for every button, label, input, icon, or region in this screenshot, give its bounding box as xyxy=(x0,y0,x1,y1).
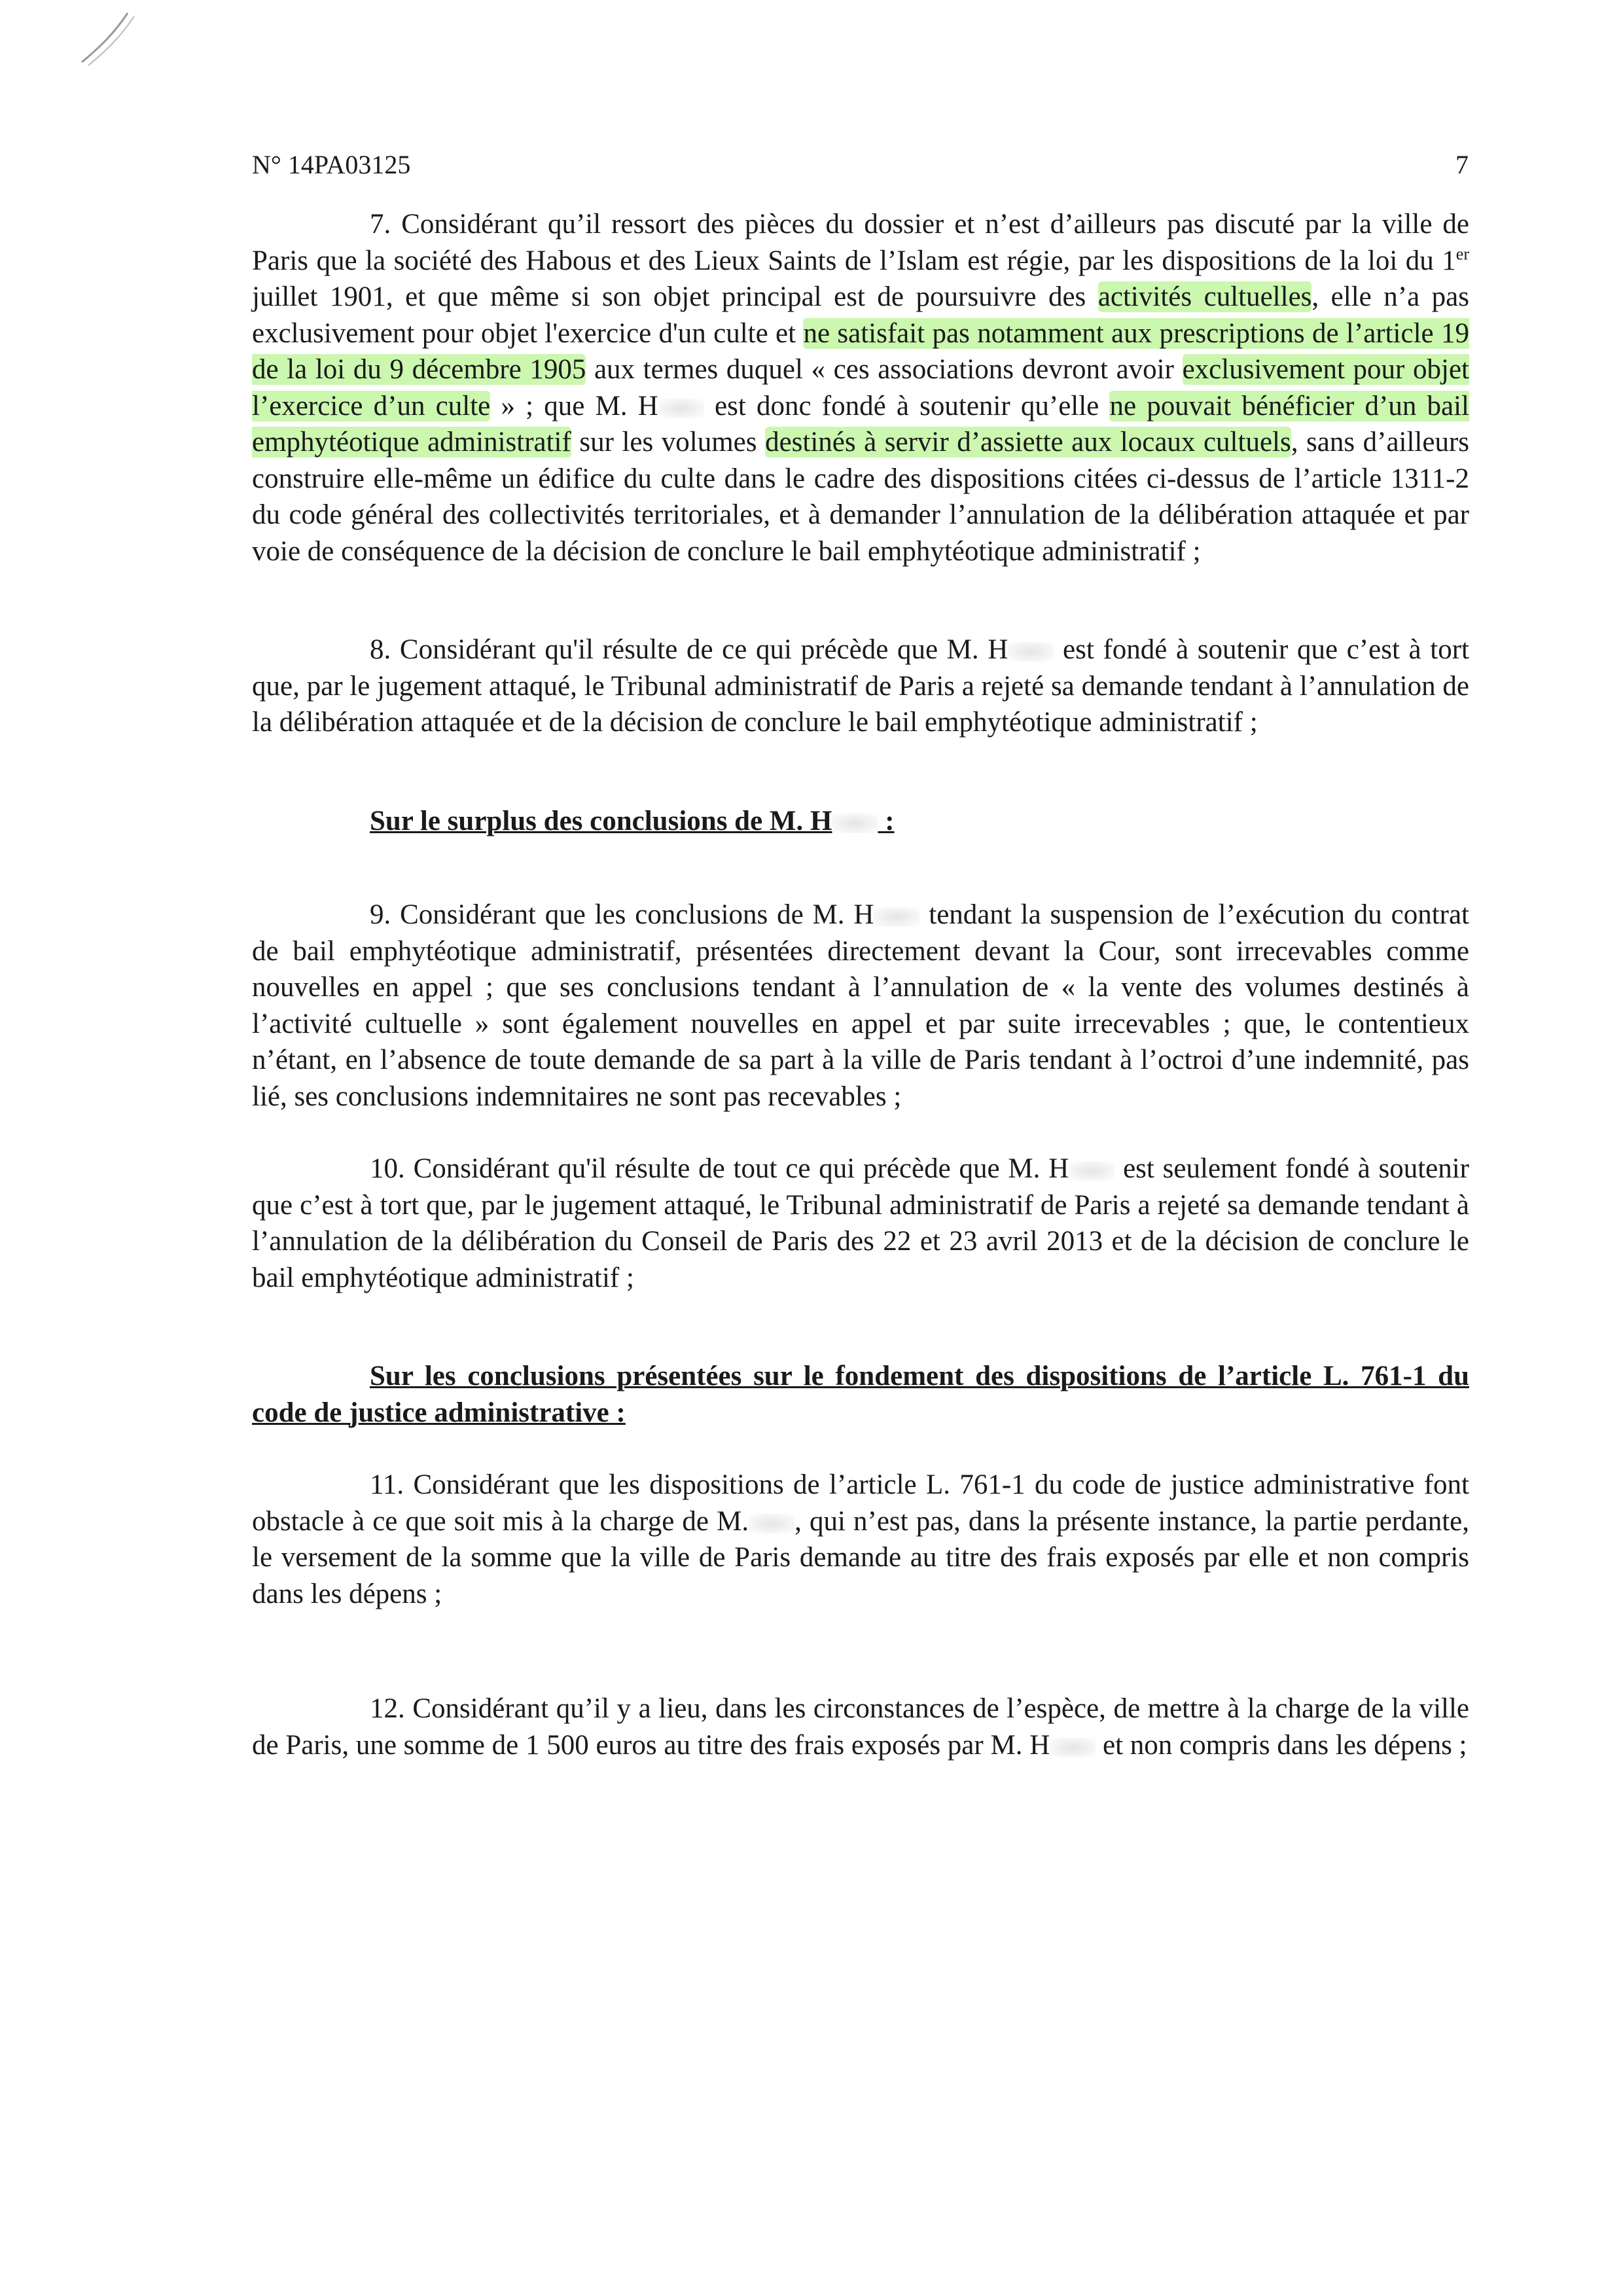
redacted-name xyxy=(832,814,878,833)
redacted-name xyxy=(658,399,704,418)
section-heading-article-l761: Sur les conclusions présentées sur le fondement des dispositions de l’article L. 761-1 du code de justice administrative : xyxy=(252,1361,1469,1428)
highlighted-text: exclusivement pour objet l’exercice d’un culte xyxy=(252,354,1469,422)
highlighted-text: ne satisfait pas notamment aux prescriptions de l’article 19 de la loi du 9 décembre 1905 xyxy=(252,317,1469,385)
highlighted-text: activités cultuelles xyxy=(1097,281,1312,312)
page-header xyxy=(252,149,1469,188)
paragraph-7: 7. Considérant qu’il ressort des pièces du dossier et n’est d’ailleurs pas discuté par la ville de Paris que la société des Habous et des Lieux Saints de l’Islam est régie, par les dispositions de la loi du 1er juillet 1901, et que même si son objet principal est de poursuivre des activités cultuelles, elle n’a pas exclusivement pour objet l'exercice d'un culte et ne satisfait pas notamment aux prescriptions de l’article 19 de la loi du 9 décembre 1905 aux termes duquel « ces associations devront avoir exclusivement pour objet l’exercice d’un culte » ; que M. H est donc fondé à soutenir qu’elle ne pouvait bénéficier d’un bail emphytéotique administratif sur les volumes destinés à servir d’assiette aux locaux cultuels, sans d’ailleurs construire elle-même un édifice du culte dans le cadre des dispositions citées ci-dessus de l’article 1311-2 du code général des collectivités territoriales, et à demander l’annulation de la délibération attaquée et par voie de conséquence de la décision de conclure le bail emphytéotique administratif ; xyxy=(252,209,1470,567)
redacted-name xyxy=(1050,1738,1096,1757)
redacted-name xyxy=(1069,1161,1115,1181)
paragraph-8: 8. Considérant qu'il résulte de ce qui précède que M. H est fondé à soutenir que c’est à tort que, par le jugement attaqué, le Tribunal administratif de Paris a rejeté sa demande tendant à l’annulation de la délibération attaquée et de la décision de conclure le bail emphytéotique administratif ; xyxy=(252,634,1470,738)
highlighted-text: destinés à servir d’assiette aux locaux cultuels xyxy=(765,427,1291,457)
redacted-name xyxy=(1008,642,1054,662)
paragraph-9: 9. Considérant que les conclusions de M. H tendant la suspension de l’exécution du contrat de bail emphytéotique administratif, présentées directement devant la Cour, sont irrecevables comme nouvelles en appel ; que ses conclusions tendant à l’annulation de « la vente des volumes destinés à l’activité cultuelle » sont également nouvelles en appel et par suite irrecevables ; que, le contentieux n’étant, en l’absence de toute demande de sa part à la ville de Paris tendant à l’octroi d’une indemnité, pas lié, ses conclusions indemnitaires ne sont pas recevables ; xyxy=(252,899,1469,1112)
redacted-name xyxy=(874,907,919,927)
superscript: er xyxy=(1455,244,1469,264)
paragraph-12: 12. Considérant qu’il y a lieu, dans les circonstances de l’espèce, de mettre à la charge de la ville de Paris, une somme de 1 500 euros au titre des frais exposés par M. H et non compris dans les dépens ; xyxy=(252,1693,1469,1761)
paragraph-11: 11. Considérant que les dispositions de l’article L. 761-1 du code de justice administrative font obstacle à ce que soit mis à la charge de M. , qui n’est pas, dans la présente instance, la partie perdante, le versement de la somme que la ville de Paris demande au titre des frais exposés par elle et non compris dans les dépens ; xyxy=(252,1469,1469,1609)
highlighted-text: ne pouvait bénéficier d’un bail emphytéotique administratif xyxy=(252,390,1469,457)
document-body xyxy=(252,206,1469,1763)
section-heading-surplus: Sur le surplus des conclusions de M. H : xyxy=(370,805,895,836)
paperclip-mark xyxy=(62,0,141,79)
redacted-name xyxy=(749,1514,794,1534)
case-number: N° 14PA03125 xyxy=(252,150,411,179)
page-number: 7 xyxy=(1455,150,1469,179)
paragraph-10: 10. Considérant qu'il résulte de tout ce qui précède que M. H est seulement fondé à soutenir que c’est à tort que, par le jugement attaqué, le Tribunal administratif de Paris a rejeté sa demande tendant à l’annulation de la délibération du Conseil de Paris des 22 et 23 avril 2013 et de la décision de conclure le bail emphytéotique administratif ; xyxy=(252,1153,1470,1293)
